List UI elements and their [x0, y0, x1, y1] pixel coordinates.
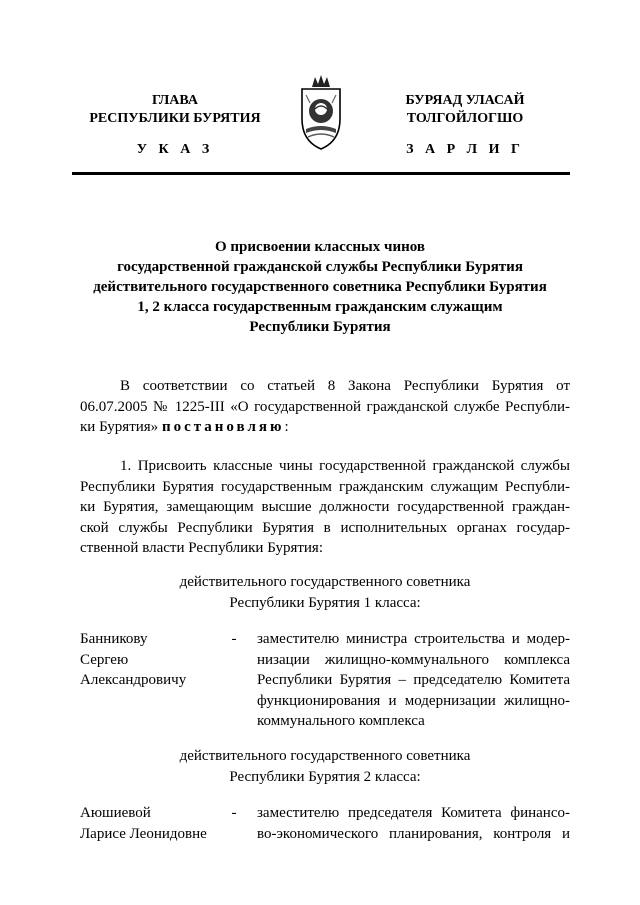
- rank-2-heading: [80, 746, 570, 787]
- coat-of-arms-icon: [296, 73, 346, 151]
- preamble-line: ки Бурятия»: [80, 419, 162, 435]
- person-1-name: [80, 629, 220, 691]
- preamble-paragraph: [80, 376, 570, 438]
- item-1-line: 1. Присвоить классные чины государственной гражданской службы: [120, 458, 570, 474]
- item-1-line: ской службы Республики Бурятия в исполнительных органах государ-: [80, 519, 570, 536]
- title-line: действительного государственного советника Республики Бурятия: [93, 279, 547, 295]
- preamble-line: В соответствии со статьей 8 Закона Республики Бурятия от: [120, 378, 570, 394]
- rank-1-line: Республики Бурятия 1 класса:: [229, 594, 421, 611]
- preamble-line-last: [80, 417, 570, 438]
- header-left-line2: РЕСПУБЛИКИ БУРЯТИЯ: [89, 111, 261, 126]
- decree-label-ru: У К А З: [136, 142, 214, 157]
- person-2-position-line: заместителю председателя Комитета финансо-: [257, 805, 570, 821]
- person-1-name-line: Александровичу: [80, 672, 187, 688]
- title-line: О присвоении классных чинов: [215, 239, 425, 255]
- decree-title: [80, 237, 560, 337]
- header-right-title: [370, 92, 560, 128]
- preamble-line: 06.07.2005 № 1225-III «О государственной гражданской службе Республи-: [80, 398, 570, 415]
- header-right-line2: ТОЛГОЙЛОГШО: [406, 111, 524, 126]
- person-1-name-line: Банникову: [80, 631, 148, 647]
- title-line: государственной гражданской службы Республики Бурятия: [117, 259, 523, 275]
- rank-1-heading: [80, 572, 570, 613]
- person-2-entry: [80, 803, 570, 848]
- header-divider: [72, 172, 570, 175]
- item-1-line: ственной власти Республики Бурятия:: [80, 540, 324, 556]
- rank-1-line: действительного государственного советника: [179, 574, 471, 590]
- header-left-title: [80, 92, 270, 128]
- person-1-entry: [80, 629, 570, 734]
- person-1-position-line: заместителю министра строительства и модер-: [257, 631, 570, 647]
- rank-2-line: Республики Бурятия 2 класса:: [229, 768, 421, 785]
- person-2-name-line: Аюшиевой: [80, 805, 151, 821]
- person-2-position-line: во-экономического планирования, контроля и: [257, 825, 570, 842]
- person-1-position-line: Республики Бурятия – председателю Комитета: [257, 672, 570, 688]
- rank-2-line: действительного государственного советника: [179, 748, 471, 764]
- person-1-position-line: низации жилищно-коммунального комплекса: [257, 651, 570, 668]
- decree-label-bua: З А Р Л И Г: [406, 142, 524, 157]
- person-2-name-line: Ларисе Леонидовне: [80, 825, 207, 842]
- resolution-word: постановляю: [161, 419, 285, 435]
- item-1-line: ки Бурятия, замещающим высшие должности государственной граждан-: [80, 499, 570, 515]
- item-1-line: Республики Бурятия государственным гражданским служащим Республи-: [80, 478, 570, 495]
- person-1-position: [257, 629, 570, 732]
- person-1-position-line: функционирования и модернизации жилищно-: [257, 692, 570, 709]
- header-left-line1: ГЛАВА: [152, 93, 198, 108]
- person-1-name-line: Сергею: [80, 651, 129, 668]
- person-1-position-line: коммунального комплекса: [257, 713, 425, 729]
- person-1-dash: -: [231, 631, 237, 647]
- title-line: Республики Бурятия: [249, 319, 391, 335]
- preamble-colon: :: [284, 419, 289, 435]
- person-2-position: [257, 803, 570, 844]
- item-1-paragraph: [80, 456, 570, 559]
- title-line: 1, 2 класса государственным гражданским служащим: [137, 299, 503, 315]
- person-2-name: [80, 803, 220, 844]
- header-right-line1: БУРЯАД УЛАСАЙ: [405, 93, 525, 108]
- person-2-dash: -: [231, 805, 237, 821]
